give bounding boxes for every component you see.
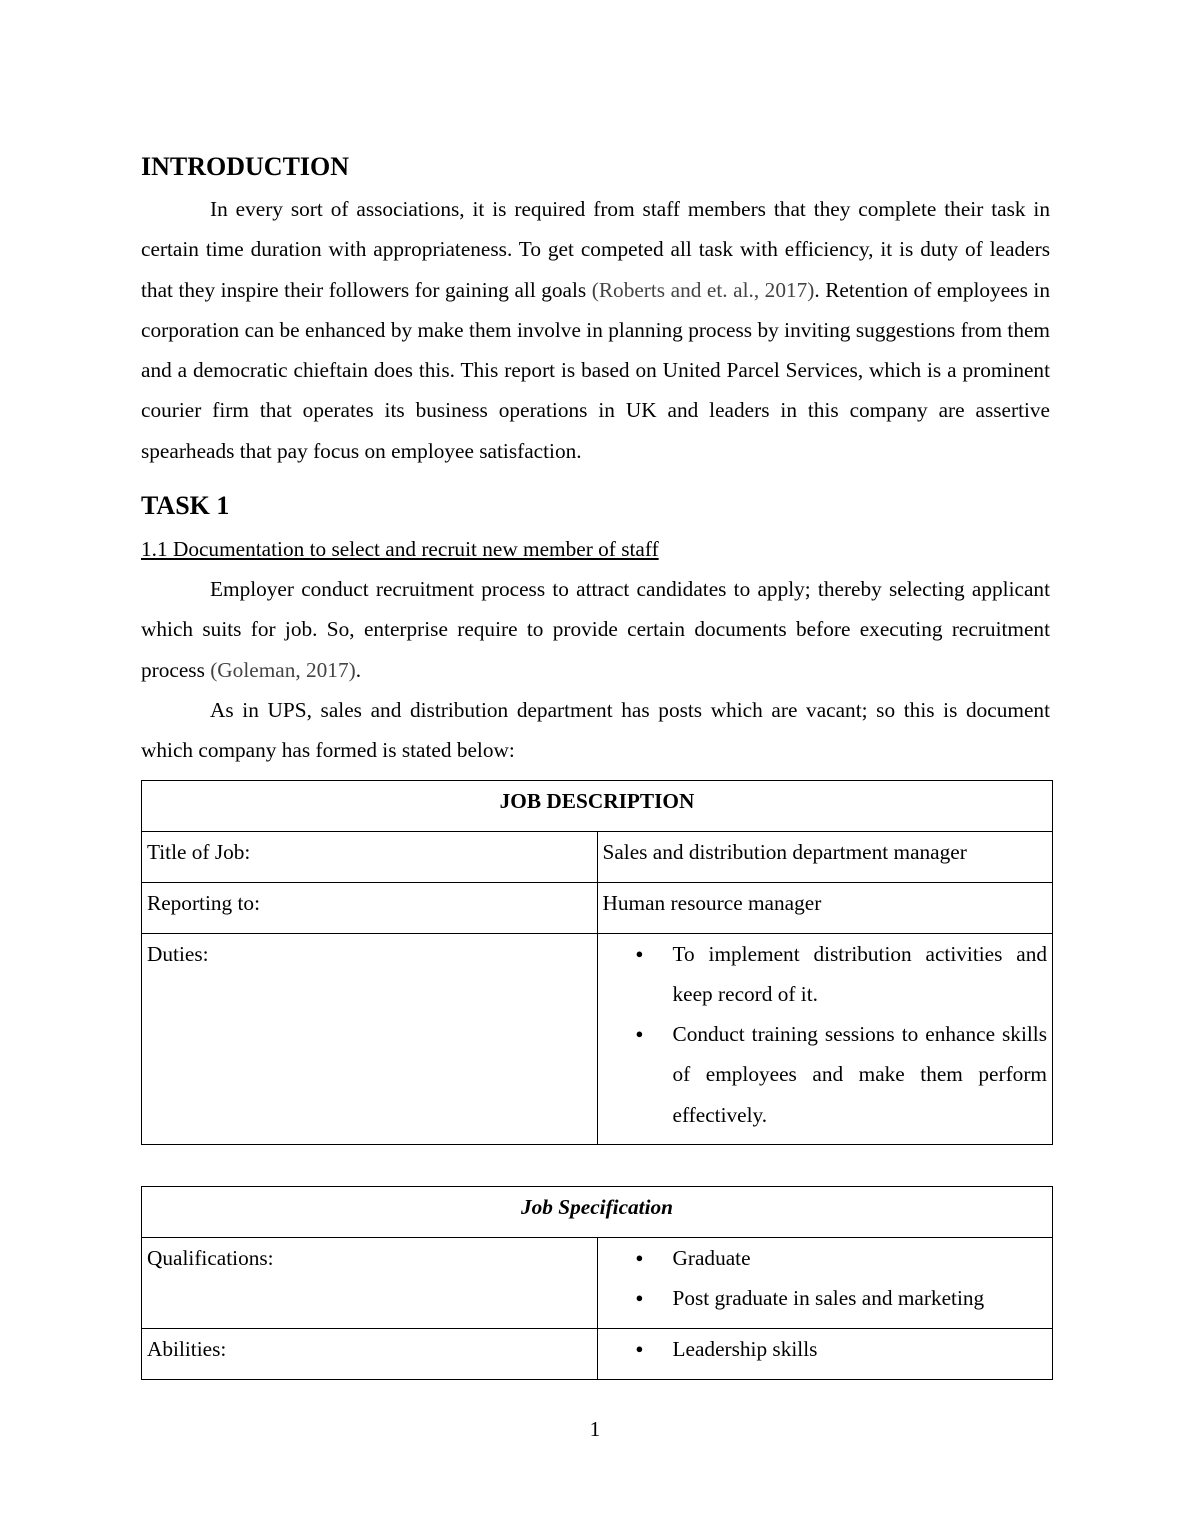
reporting-to-label: Reporting to: bbox=[142, 882, 598, 933]
abilities-cell bbox=[597, 1328, 1053, 1379]
duties-list bbox=[603, 934, 1048, 1135]
duties-cell bbox=[597, 933, 1053, 1144]
job-title-value: Sales and distribution department manager bbox=[597, 831, 1053, 882]
reporting-to-value: Human resource manager bbox=[597, 882, 1053, 933]
job-title-label: Title of Job: bbox=[142, 831, 598, 882]
intro-text-b: . Retention of employees in corporation can be enhanced by make them involve in planning process by inviting suggestions from them and a democratic chieftain does this. This report is based on United Parcel Services, which is a prominent courier firm that operates its business operations in UK and leaders in this company are assertive spearheads that pay focus on employee satisfaction. bbox=[141, 277, 1050, 463]
job-specification-table bbox=[141, 1186, 1053, 1380]
table-row bbox=[142, 1328, 1053, 1379]
recruitment-text-b: . bbox=[355, 657, 362, 682]
table-row bbox=[142, 933, 1053, 1144]
recruitment-citation: (Goleman, 2017) bbox=[210, 657, 356, 682]
list-item: ● Leadership skills bbox=[673, 1329, 1048, 1369]
intro-paragraph bbox=[141, 189, 1050, 471]
duties-label: Duties: bbox=[142, 933, 598, 1144]
task-heading: TASK 1 bbox=[141, 491, 230, 521]
abilities-list bbox=[603, 1329, 1048, 1369]
job-specification-title bbox=[142, 1187, 1053, 1238]
table-row bbox=[142, 1238, 1053, 1329]
document-page bbox=[141, 150, 1050, 1380]
page-number: 1 bbox=[589, 1417, 601, 1441]
intro-citation: (Roberts and et. al., 2017) bbox=[591, 277, 815, 302]
table-row bbox=[142, 831, 1053, 882]
intro-text-a: In every sort of associations, it is required from staff members that they complete their task in certain time duration with appropriateness. To get competed all task with efficiency, it is duty of leaders that they inspire their followers for gaining all goals bbox=[141, 197, 1050, 302]
section-subheading: 1.1 Documentation to select and recruit new member of staff bbox=[141, 537, 659, 562]
recruitment-paragraph bbox=[141, 569, 1050, 690]
ups-paragraph: As in UPS, sales and distribution department has posts which are vacant; so this is document which company has formed is stated below: bbox=[141, 697, 1050, 763]
job-specification-title-text: Job Specification bbox=[520, 1195, 674, 1220]
recruitment-text-a: Employer conduct recruitment process to attract candidates to apply; thereby selecting applicant which suits for job. So, enterprise require to provide certain documents before executing recruitment process bbox=[141, 577, 1050, 682]
abilities-label: Abilities: bbox=[142, 1328, 598, 1379]
job-description-table bbox=[141, 780, 1053, 1145]
list-item: ● Conduct training sessions to enhance skills of employees and make them perform effectively. bbox=[673, 1014, 1048, 1135]
list-item: ● Post graduate in sales and marketing bbox=[673, 1278, 1048, 1318]
intro-heading: INTRODUCTION bbox=[141, 152, 350, 181]
list-item: ● To implement distribution activities and keep record of it. bbox=[673, 934, 1048, 1015]
qualifications-label: Qualifications: bbox=[142, 1238, 598, 1329]
job-description-title: JOB DESCRIPTION bbox=[142, 780, 1053, 831]
list-item: ● Graduate bbox=[673, 1238, 1048, 1278]
table-row bbox=[142, 882, 1053, 933]
qualifications-list bbox=[603, 1238, 1048, 1319]
qualifications-cell bbox=[597, 1238, 1053, 1329]
